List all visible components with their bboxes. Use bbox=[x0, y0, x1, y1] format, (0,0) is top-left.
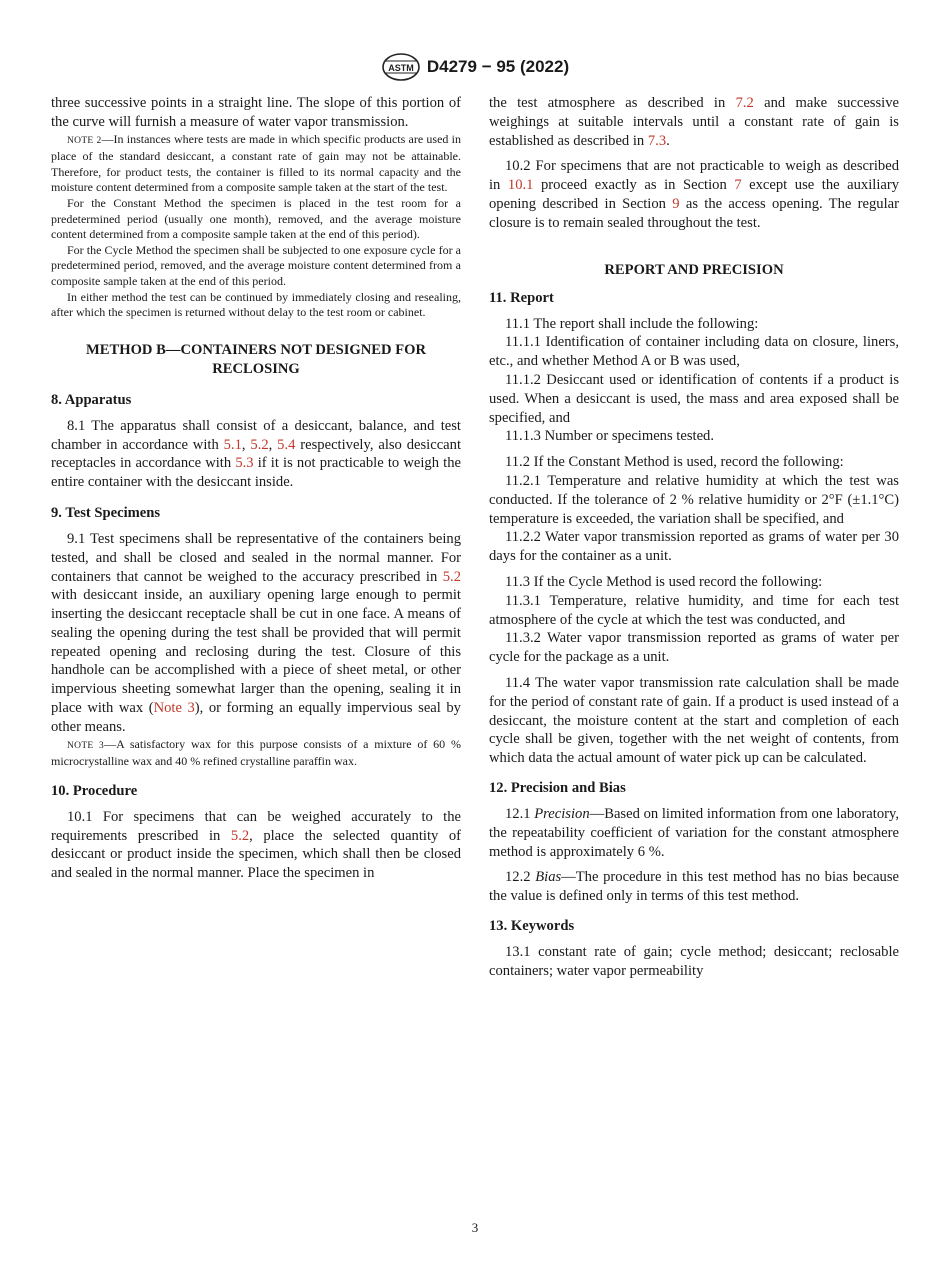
note-2: NOTE 2—In instances where tests are made in which specific products are used in place of the standard desiccant, a constant rate of gain may not be attainable. Therefore, for product tests, the container is filled to its normal capacity and the moisture content determined from a composite sample taken at the start of the test. bbox=[51, 131, 461, 195]
section-11-heading: 11. Report bbox=[489, 289, 554, 306]
ref-5-2[interactable]: 5.2 bbox=[250, 436, 269, 453]
note-2-label: NOTE 2 bbox=[67, 135, 102, 146]
logo-text: ASTM bbox=[388, 63, 414, 73]
section-8-1: 8.1 The apparatus shall consist of a desiccant, balance, and test chamber in accordance with 5.1, 5.2, 5.4 respectively, also desiccant receptacles in accordance with 5.3 if it is not practicable to weigh the entire container with the desiccant inside. bbox=[51, 417, 462, 491]
section-10-heading: 10. Procedure bbox=[51, 782, 138, 799]
ref-5-2[interactable]: 5.2 bbox=[230, 827, 250, 844]
section-11-1-1: 11.1.1 Identification of container including data on closure, liners, etc., and whether Method A or B was used, bbox=[489, 334, 899, 370]
section-11-3-1: 11.3.1 Temperature, relative humidity, and time for each test atmosphere of the cycle at which the test was conducted, and bbox=[489, 592, 899, 628]
method-b-heading: METHOD B—CONTAINERS NOT DESIGNED FOR RECLOSING bbox=[85, 341, 427, 377]
section-9-heading: 9. Test Specimens bbox=[51, 504, 161, 521]
section-11-2: 11.2 If the Constant Method is used, record the following: bbox=[505, 454, 844, 471]
section-12-1: 12.1 Precision—Based on limited information from one laboratory, the repeatability coefficient of variation for the constant atmosphere method is approximately 6 %. bbox=[489, 805, 899, 860]
ref-5-4[interactable]: 5.4 bbox=[277, 436, 296, 453]
left-column bbox=[51, 94, 461, 883]
ref-5-3[interactable]: 5.3 bbox=[235, 455, 254, 472]
note-3-label: NOTE 3 bbox=[67, 740, 105, 751]
section-11-3: 11.3 If the Cycle Method is used record the following: bbox=[505, 573, 823, 590]
section-11-2-2: 11.2.2 Water vapor transmission reported as grams of water per 30 days for the container as a unit. bbox=[489, 529, 899, 565]
note-2-constant-method: For the Constant Method the specimen is placed in the test room for a predetermined period (usually one month), removed, and the average moisture content determined from a composite sample taken at the end of this period). bbox=[51, 195, 461, 242]
report-and-precision-heading: REPORT AND PRECISION bbox=[604, 261, 784, 278]
section-11-1-2: 11.1.2 Desiccant used or identification of contents if a product is used. When a desiccant is used, the mass and area exposed shall be specified, and bbox=[489, 371, 899, 426]
section-10-2: 10.2 For specimens that are not practicable to weigh as described in 10.1 proceed exactly as in Section 7 except use the auxiliary opening described in Section 9 as the access opening. The regular closure is to remain sealed throughout the test. bbox=[489, 158, 900, 231]
page-header bbox=[0, 52, 950, 87]
section-11-3-2: 11.3.2 Water vapor transmission reported as grams of water per cycle for the package as a unit. bbox=[489, 630, 899, 666]
page-number: 3 bbox=[471, 1220, 479, 1235]
ref-7-3[interactable]: 7.3 bbox=[647, 132, 667, 149]
ref-5-2[interactable]: 5.2 bbox=[442, 568, 461, 585]
section-13-1: 13.1 constant rate of gain; cycle method; desiccant; reclosable containers; water vapor permeability bbox=[489, 943, 899, 979]
note-2-either-method: In either method the test can be continued by immediately closing and resealing, after which the specimen is returned without delay to the test room or cabinet. bbox=[51, 289, 461, 320]
ref-5-1[interactable]: 5.1 bbox=[223, 436, 242, 453]
ref-note-3[interactable]: Note 3 bbox=[153, 700, 195, 717]
ref-7-2[interactable]: 7.2 bbox=[735, 95, 754, 111]
ref-section-9[interactable]: 9 bbox=[672, 195, 680, 212]
section-11-4: 11.4 The water vapor transmission rate calculation shall be made for the period of constant rate of gain. If a product is used instead of a desiccant, the moisture content at the start and completion of each cycle shall be given, together with the net weight of contents, from which data the actual amount of water pick up can be calculated. bbox=[489, 674, 899, 767]
section-11-1-3: 11.1.3 Number or specimens tested. bbox=[505, 428, 714, 445]
document-designation: D4279 − 95 (2022) bbox=[426, 57, 570, 76]
section-12-2: 12.2 Bias—The procedure in this test method has no bias because the value is defined only in terms of this test method. bbox=[489, 869, 899, 905]
section-11-2-1: 11.2.1 Temperature and relative humidity at which the test was conducted. If the tolerance of 2 % relative humidity or 2°F (±1.1°C) temperature is exceeded, the variation shall be specified, and bbox=[489, 472, 899, 527]
section-13-heading: 13. Keywords bbox=[489, 917, 575, 934]
astm-logo-icon bbox=[381, 52, 421, 82]
paragraph-continuation: three successive points in a straight line. The slope of this portion of the curve will furnish a measure of water vapor transmission. bbox=[51, 95, 461, 130]
ref-10-1[interactable]: 10.1 bbox=[507, 177, 534, 194]
section-11-1: 11.1 The report shall include the following: bbox=[505, 315, 759, 332]
section-10-1: 10.1 For specimens that can be weighed accurately to the requirements prescribed in 5.2, place the selected quantity of desiccant or product inside the specimen, which shall then be closed and sealed in the normal manner. Place the specimen in bbox=[51, 808, 461, 882]
section-8-heading: 8. Apparatus bbox=[51, 391, 132, 408]
ref-section-7[interactable]: 7 bbox=[734, 177, 742, 194]
note-3: NOTE 3—A satisfactory wax for this purpose consists of a mixture of 60 % microcrystalline wax and 40 % refined crystalline paraffin wax. bbox=[51, 736, 461, 769]
section-10-1-continuation: the test atmosphere as described in 7.2 and make successive weighings at suitable intervals until a constant rate of gain is established as described in 7.3. bbox=[489, 95, 899, 149]
note-2-cycle-method: For the Cycle Method the specimen shall be subjected to one exposure cycle for a predetermined period, removed, and the average moisture content determined from a composite sample taken at the end of this period. bbox=[51, 242, 461, 288]
right-column bbox=[489, 94, 899, 980]
section-12-heading: 12. Precision and Bias bbox=[489, 779, 626, 796]
section-9-1: 9.1 Test specimens shall be representative of the containers being tested, and shall be closed and sealed in the normal manner. For containers that cannot be weighed to the accuracy prescribed in 5.2 with desiccant inside, an auxiliary opening large enough to permit inserting the desiccant receptacle shall be cut in one face. A means of sealing the opening during the test shall be provided that will permit repeated opening and reclosing during the test. Closure of this handhole can be accomplished with a piece of sheet metal, or other impervious sheeting somewhat larger than the opening, sealing it in place with wax (Note 3), or forming an equally impervious seal by other means. bbox=[51, 530, 461, 735]
